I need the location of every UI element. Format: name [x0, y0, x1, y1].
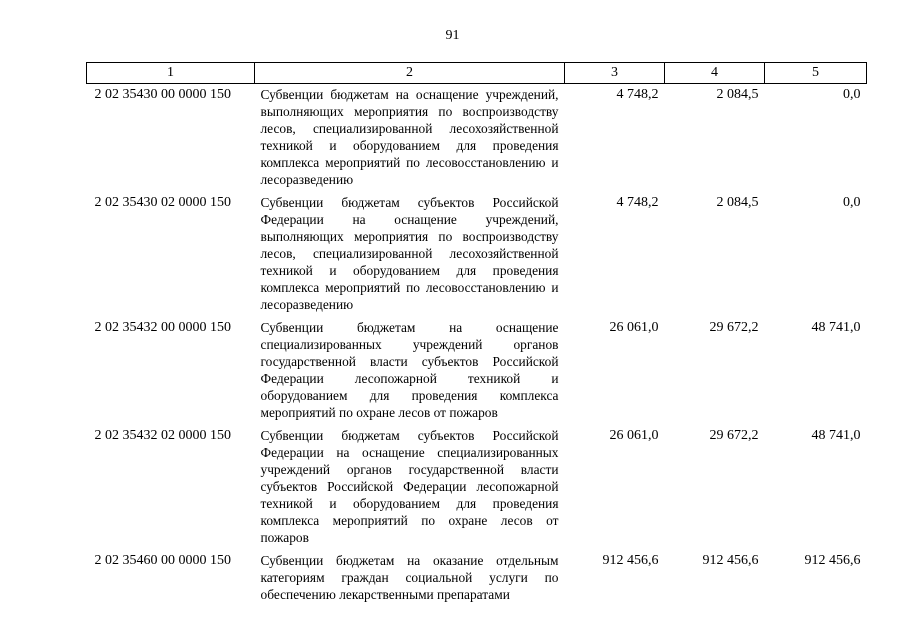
- value-col-4: 2 084,5: [716, 87, 759, 102]
- value-col-4: 912 456,6: [702, 553, 759, 568]
- budget-code: 2 02 35460 00 0000 150: [94, 553, 231, 568]
- value-col-4: 2 084,5: [716, 195, 759, 210]
- budget-code: 2 02 35430 00 0000 150: [94, 87, 231, 102]
- column-header-1: 1: [87, 63, 255, 84]
- header-row: [87, 63, 867, 84]
- column-header-3: 3: [565, 63, 665, 84]
- budget-code: 2 02 35432 02 0000 150: [94, 428, 231, 443]
- table-header: [87, 63, 867, 84]
- table-row: [87, 84, 867, 193]
- row-description: Субвенции бюджетам на оснащение специализированных учреждений органов государственной власти субъектов Российской Федерации лесопожарной техникой и оборудованием для проведения комплекса мероприятий по охране лесов от пожаров: [260, 320, 559, 420]
- budget-table: [86, 62, 867, 607]
- column-header-2: 2: [255, 63, 565, 84]
- column-header-5: 5: [765, 63, 867, 84]
- page-number: 91: [445, 28, 460, 43]
- value-col-4: 29 672,2: [709, 428, 759, 443]
- value-col-4: 29 672,2: [709, 320, 759, 335]
- value-col-5: 0,0: [843, 87, 861, 102]
- value-col-3: 26 061,0: [609, 320, 659, 335]
- row-description: Субвенции бюджетам на оснащение учреждений, выполняющих мероприятия по воспроизводству лесов, специализированной лесохозяйственной техникой и оборудованием для проведения комплекса мероприятий по лесовосстановлению и лесоразведению: [260, 87, 559, 187]
- budget-code: 2 02 35432 00 0000 150: [94, 320, 231, 335]
- value-col-3: 26 061,0: [609, 428, 659, 443]
- row-description: Субвенции бюджетам субъектов Российской Федерации на оснащение специализированных учреждений органов государственной власти субъектов Российской Федерации лесопожарной техникой и оборудованием для проведения комплекса мероприятий по охране лесов от пожаров: [260, 428, 559, 545]
- table-row: [87, 425, 867, 550]
- value-col-3: 4 748,2: [616, 195, 659, 210]
- table-row: [87, 192, 867, 317]
- table-row: [87, 317, 867, 425]
- table-body: [87, 84, 867, 608]
- value-col-5: 912 456,6: [804, 553, 861, 568]
- value-col-5: 0,0: [843, 195, 861, 210]
- row-description: Субвенции бюджетам на оказание отдельным категориям граждан социальной услуги по обеспечению лекарственными препаратами: [260, 553, 559, 602]
- row-description: Субвенции бюджетам субъектов Российской Федерации на оснащение учреждений, выполняющих мероприятия по воспроизводству лесов, специализированной лесохозяйственной техникой и оборудованием для проведения комплекса мероприятий по лесовосстановлению и лесоразведению: [260, 195, 559, 312]
- value-col-5: 48 741,0: [811, 320, 861, 335]
- value-col-3: 4 748,2: [616, 87, 659, 102]
- value-col-3: 912 456,6: [602, 553, 659, 568]
- column-header-4: 4: [665, 63, 765, 84]
- budget-code: 2 02 35430 02 0000 150: [94, 195, 231, 210]
- table-row: [87, 550, 867, 607]
- value-col-5: 48 741,0: [811, 428, 861, 443]
